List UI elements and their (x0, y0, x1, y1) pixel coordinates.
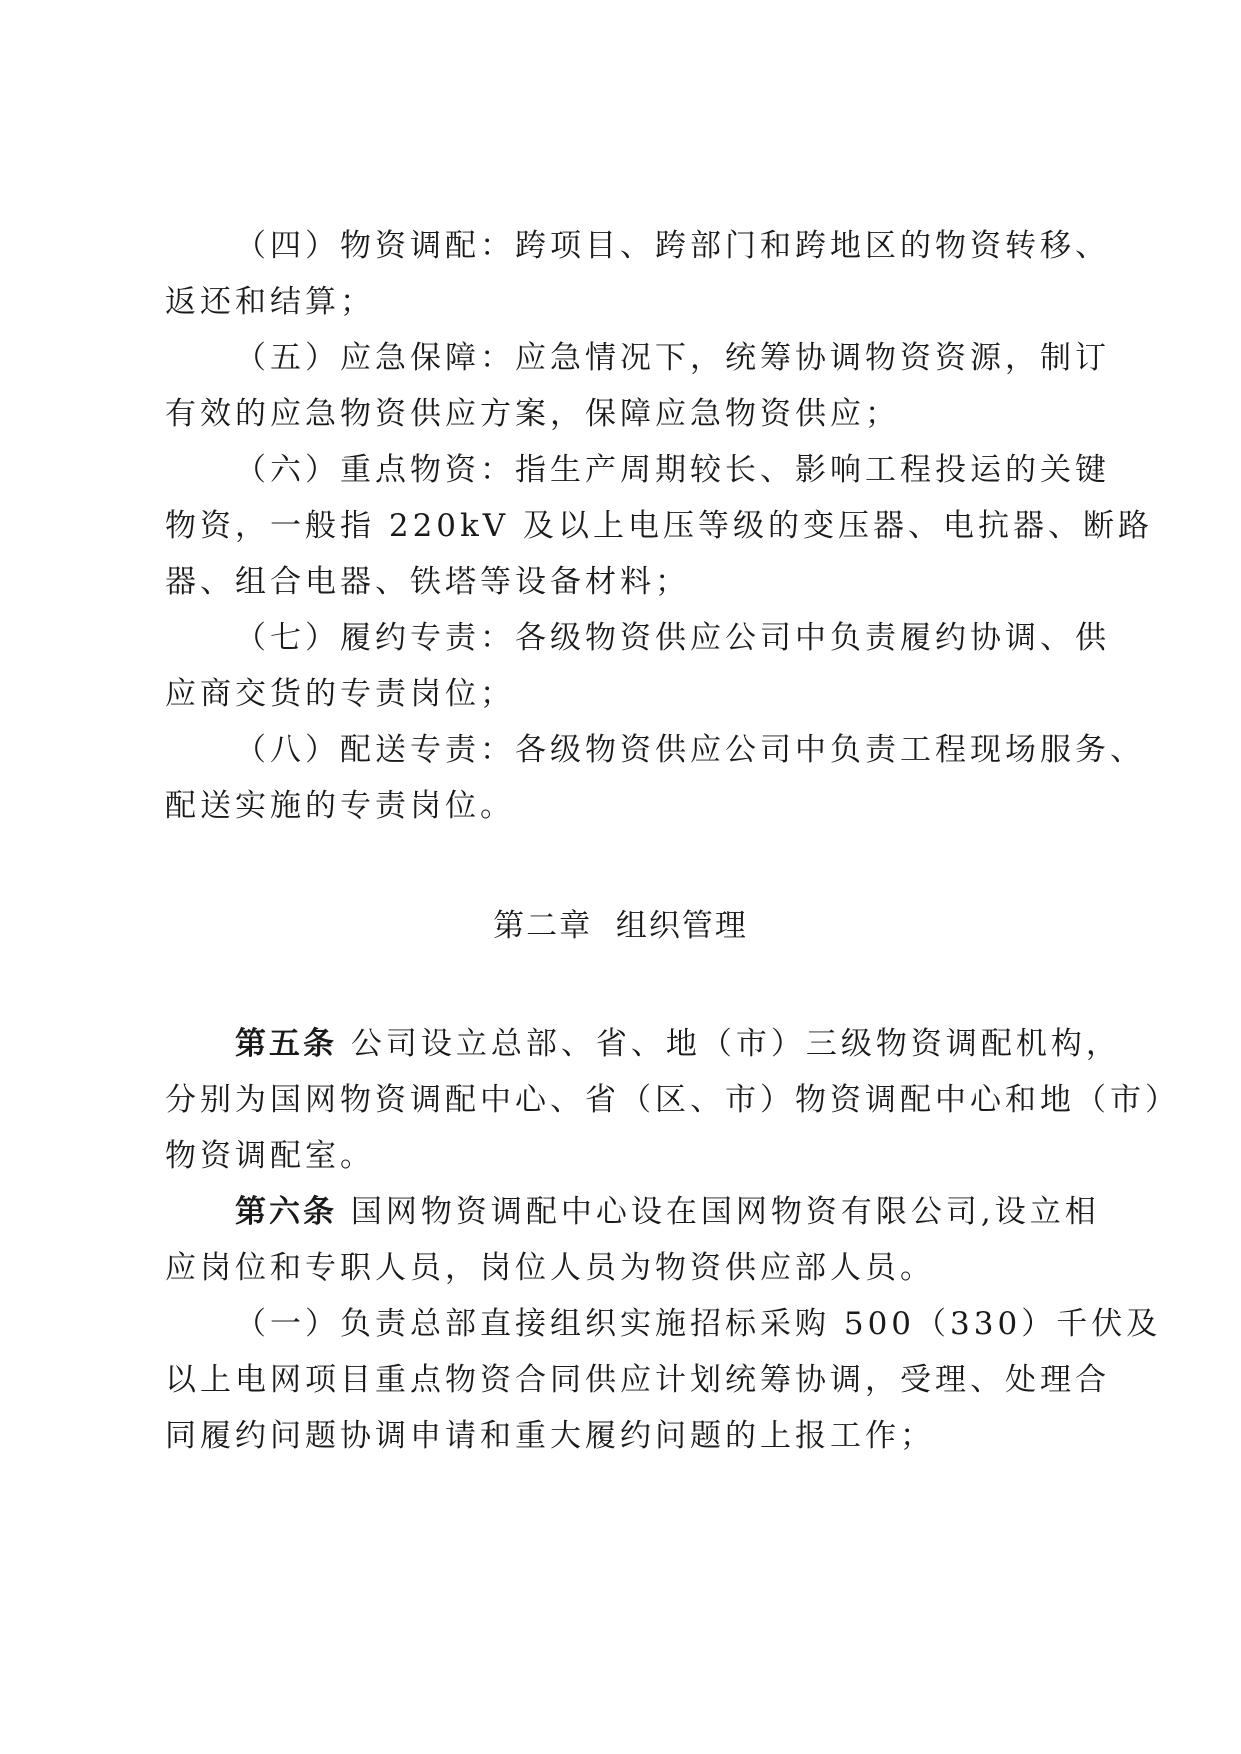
item-5-line-2: 有效的应急物资供应方案，保障应急物资供应； (165, 396, 900, 432)
article-6-sub-1-line-2: 以上电网项目重点物资合同供应计划统筹协调，受理、处理合 (165, 1362, 1110, 1398)
item-8-line-1: （八）配送专责：各级物资供应公司中负责工程现场服务、 (235, 732, 1145, 768)
article-6-text-1: 国网物资调配中心设在国网物资有限公司,设立相 (337, 1194, 1100, 1230)
item-4-line-2: 返还和结算； (165, 284, 375, 320)
article-5-line-1 (235, 1024, 1165, 1064)
article-5-text-1: 公司设立总部、省、地（市）三级物资调配机构， (337, 1026, 1121, 1062)
item-6-line-1: （六）重点物资：指生产周期较长、影响工程投运的关键 (235, 452, 1110, 488)
article-5-label: 第五条 (235, 1026, 337, 1062)
article-5-line-2: 分别为国网物资调配中心、省（区、市）物资调配中心和地（市） (165, 1082, 1180, 1118)
item-6-line-3: 器、组合电器、铁塔等设备材料； (165, 564, 690, 600)
article-6-line-1 (235, 1192, 1165, 1232)
item-6-line-2: 物资，一般指 220kV 及以上电压等级的变压器、电抗器、断路 (165, 508, 1154, 544)
article-6-label: 第六条 (235, 1194, 337, 1230)
article-6-sub-1-line-3: 同履约问题协调申请和重大履约问题的上报工作； (165, 1418, 935, 1454)
item-5-line-1: （五）应急保障：应急情况下，统筹协调物资资源，制订 (235, 340, 1110, 376)
article-5-line-3: 物资调配室。 (165, 1138, 375, 1174)
item-4-line-1: （四）物资调配：跨项目、跨部门和跨地区的物资转移、 (235, 228, 1110, 264)
item-7-line-2: 应商交货的专责岗位； (165, 676, 515, 712)
item-8-line-2: 配送实施的专责岗位。 (165, 788, 515, 824)
chapter-title: 第二章 组织管理 (493, 908, 748, 944)
item-7-line-1: （七）履约专责：各级物资供应公司中负责履约协调、供 (235, 620, 1110, 656)
article-6-sub-1-line-1: （一）负责总部直接组织实施招标采购 500（330）千伏及 (235, 1306, 1162, 1342)
article-6-line-2: 应岗位和专职人员，岗位人员为物资供应部人员。 (165, 1250, 935, 1286)
